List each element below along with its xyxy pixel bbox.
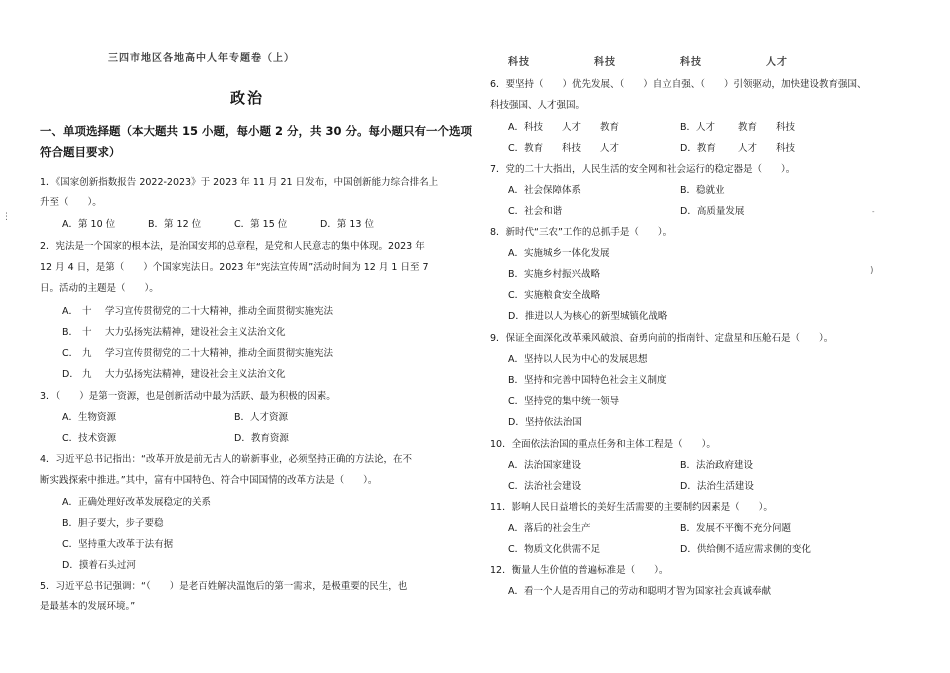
q2-option-num: 十 — [82, 306, 92, 317]
q2-option-label: C． — [62, 348, 79, 359]
q6-option-a-second: 人才 — [562, 122, 582, 133]
q1-option-b: B．第 12 位 — [148, 219, 202, 230]
q8-option-c: C．实施粮食安全战略 — [508, 290, 601, 301]
q7-option-c: C．社会和谐 — [508, 206, 563, 217]
q10-option-d: D．法治生活建设 — [680, 481, 754, 492]
q2-option-label: D． — [62, 369, 79, 380]
header-cut-text: 三四市地区各地高中人年专题卷（上） — [108, 53, 295, 64]
q1-stem: 1．《国家创新指数报告 2022-2023》于 2023 年 11 月 21 日发布，中国创新能力综合排名上 — [40, 177, 439, 188]
section-title: 一、单项选择题（本大题共 15 小题，每小题 2 分，共 30 分。每小题只有一个选项 — [40, 124, 473, 138]
q8-option-a: A．实施城乡一体化发展 — [508, 248, 610, 259]
q6-stem-cont: 科技强国、人才强国。 — [490, 100, 586, 111]
q2-option-label: B． — [62, 327, 79, 338]
q9-option-a: A．坚持以人民为中心的发展思想 — [508, 354, 648, 365]
q2-option-b — [62, 326, 286, 339]
q11-options-row1 — [508, 522, 791, 535]
q8-option-b: B．实施乡村振兴战略 — [508, 269, 601, 280]
q7-option-d: D．高质量发展 — [680, 206, 745, 217]
q10-option-c: C．法治社会建设 — [508, 481, 582, 492]
q2-stem-cont2: 日。活动的主题是（ ）。 — [40, 283, 159, 294]
q4-stem: 4．习近平总书记指出：“改革开放是前无古人的崭新事业，必须坚持正确的方法论，在不 — [40, 454, 412, 465]
q6-option-b-first: B．人才 — [680, 122, 716, 133]
q4-stem-cont: 断实践探索中推进。”其中，富有中国特色、符合中国国情的改革方法是（ ）。 — [40, 475, 378, 486]
cut-text: 科技 — [508, 57, 530, 68]
q4-option-a: A．正确处理好改革发展稳定的关系 — [62, 497, 211, 508]
q6-options-row1 — [508, 121, 795, 134]
scan-mark: ⋮ — [2, 212, 11, 222]
q11-options-row2 — [508, 543, 811, 556]
q7-option-a: A．社会保障体系 — [508, 185, 581, 196]
q6-option-c-second: 科技 — [562, 143, 582, 154]
q2-option-label: A． — [62, 306, 78, 317]
q6-option-c-third: 人才 — [600, 143, 620, 154]
q3-option-c: C．技术资源 — [62, 433, 117, 444]
q11-option-d: D．供给侧不适应需求侧的变化 — [680, 544, 811, 555]
q10-option-b: B．法治政府建设 — [680, 460, 754, 471]
q3-options-row1 — [62, 411, 288, 424]
q2-option-c — [62, 347, 333, 360]
q12-stem: 12．衡量人生价值的普遍标准是（ ）。 — [490, 565, 669, 576]
q6-stem: 6．要坚持（ ）优先发展、（ ）自立自强、（ ）引领驱动，加快建设教育强国、 — [490, 79, 867, 90]
subject-title: 政治 — [230, 89, 265, 107]
q4-option-d: D．摸着石头过河 — [62, 560, 136, 571]
q2-stem: 2．宪法是一个国家的根本法，是治国安邦的总章程，是党和人民意志的集中体现。2023 年 — [40, 241, 425, 252]
scan-mark: ) — [870, 266, 874, 276]
cut-text: 科技 — [680, 57, 702, 68]
cut-text: 人才 — [766, 57, 788, 68]
section-title-cont: 符合题目要求） — [40, 145, 121, 159]
q11-option-b: B．发展不平衡不充分问题 — [680, 523, 792, 534]
q4-option-c: C．坚持重大改革于法有据 — [62, 539, 174, 550]
q9-option-b: B．坚持和完善中国特色社会主义制度 — [508, 375, 667, 386]
q9-option-c: C．坚持党的集中统一领导 — [508, 396, 620, 407]
q10-options-row1 — [508, 459, 753, 472]
q4-option-b: B．胆子要大，步子要稳 — [62, 518, 164, 529]
q1-option-a: A．第 10 位 — [62, 219, 116, 230]
q7-stem: 7．党的二十大指出，人民生活的安全网和社会运行的稳定器是（ ）。 — [490, 164, 796, 175]
q3-option-d: D．教育资源 — [234, 433, 289, 444]
q6-options-row2 — [508, 142, 795, 155]
q10-option-a: A．法治国家建设 — [508, 460, 581, 471]
q7-options-row1 — [508, 184, 725, 197]
q5-stem-cont: 是最基本的发展环境。” — [40, 601, 136, 612]
q2-option-d — [62, 368, 286, 381]
q6-option-a-third: 教育 — [600, 122, 620, 133]
q1-stem-cont: 升至（ ）。 — [40, 197, 102, 208]
q8-option-d: D．推进以人为核心的新型城镇化战略 — [508, 311, 668, 322]
q3-stem: 3．（ ）是第一资源，也是创新活动中最为活跃、最为积极的因素。 — [40, 391, 336, 402]
q8-stem: 8．新时代“三农”工作的总抓手是（ ）。 — [490, 227, 673, 238]
q2-option-num: 九 — [82, 369, 92, 380]
q9-option-d: D．坚持依法治国 — [508, 417, 582, 428]
q2-option-num: 九 — [82, 348, 92, 359]
cut-text: 科技 — [594, 57, 616, 68]
q3-option-a: A．生物资源 — [62, 412, 116, 423]
scan-mark: - — [872, 208, 875, 216]
q10-stem: 10．全面依法治国的重点任务和主体工程是（ ）。 — [490, 439, 716, 450]
q6-option-b-second: 教育 — [738, 122, 758, 133]
q2-option-text: 学习宣传贯彻党的二十大精神，推动全面贯彻实施宪法 — [105, 306, 334, 317]
q2-stem-cont: 12 月 4 日，是第（ ）个国家宪法日。2023 年“宪法宣传周”活动时间为 12 月 1 日至 7 — [40, 262, 429, 273]
q6-option-b-third: 科技 — [776, 122, 796, 133]
q12-option-a: A．看一个人是否用自己的劳动和聪明才智为国家社会真诚奉献 — [508, 586, 771, 597]
q11-stem: 11．影响人民日益增长的美好生活需要的主要制约因素是（ ）。 — [490, 502, 773, 513]
q7-options-row2 — [508, 205, 744, 218]
q2-option-a — [62, 305, 333, 318]
q10-options-row2 — [508, 480, 754, 493]
q11-option-a: A．落后的社会生产 — [508, 523, 591, 534]
q3-options-row2 — [62, 432, 289, 445]
q1-options — [62, 218, 406, 231]
q2-option-text: 学习宣传贯彻党的二十大精神，推动全面贯彻实施宪法 — [105, 348, 334, 359]
q7-option-b: B．稳就业 — [680, 185, 725, 196]
q6-option-d-first: D．教育 — [680, 143, 716, 154]
q6-option-d-third: 科技 — [776, 143, 796, 154]
q11-option-c: C．物质文化供需不足 — [508, 544, 601, 555]
q6-option-c-first: C．教育 — [508, 143, 544, 154]
q9-stem: 9．保证全面深化改革乘风破浪、奋勇向前的指南针、定盘星和压舱石是（ ）。 — [490, 333, 834, 344]
q2-option-text: 大力弘扬宪法精神，建设社会主义法治文化 — [105, 327, 286, 338]
q6-option-a-first: A．科技 — [508, 122, 543, 133]
q2-option-text: 大力弘扬宪法精神，建设社会主义法治文化 — [105, 369, 286, 380]
header-cut-options — [508, 56, 788, 69]
q5-stem: 5．习近平总书记强调：“（ ）是老百姓解决温饱后的第一需求，是极重要的民生，也 — [40, 581, 408, 592]
q3-option-b: B．人才资源 — [234, 412, 289, 423]
q2-option-num: 十 — [82, 327, 92, 338]
q1-option-c: C．第 15 位 — [234, 219, 288, 230]
q6-option-d-second: 人才 — [738, 143, 758, 154]
q1-option-d: D．第 13 位 — [320, 219, 374, 230]
